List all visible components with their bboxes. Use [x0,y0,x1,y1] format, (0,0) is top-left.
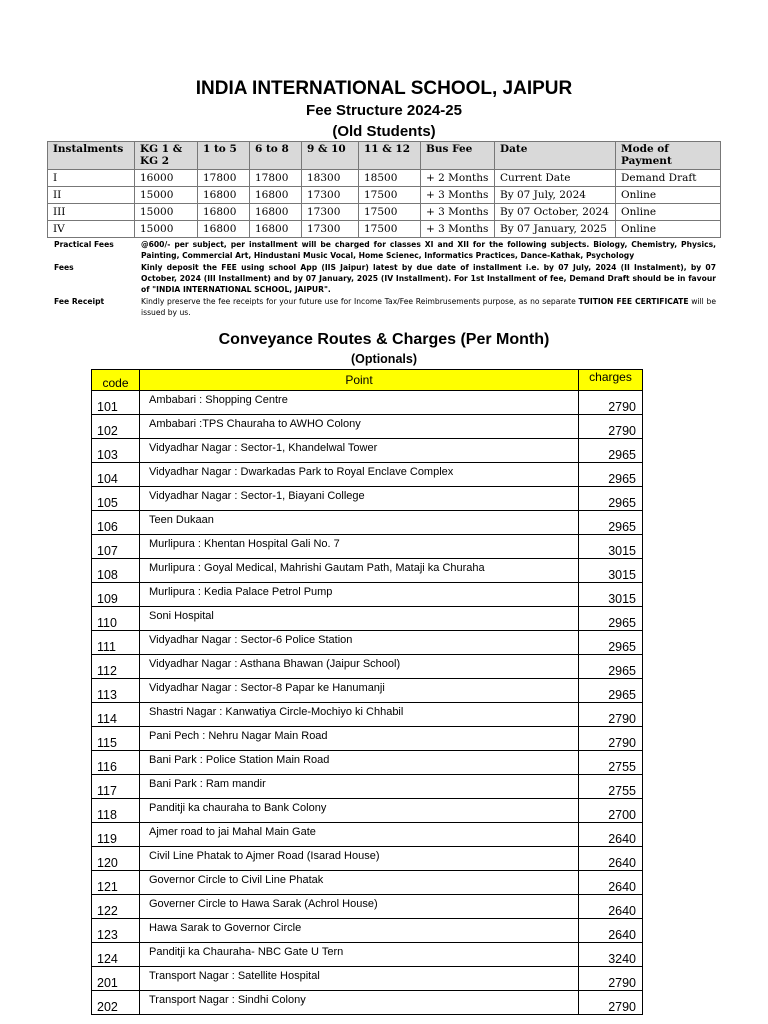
fee-cell: By 07 July, 2024 [495,187,616,204]
route-point: Governor Circle to Civil Line Phatak [140,871,579,895]
fee-cell: 17800 [250,170,302,187]
fee-cell: 16800 [250,221,302,238]
fee-structure-title: Fee Structure 2024-25 [306,102,462,119]
note-label: Practical Fees [54,240,114,249]
route-point: Transport Nagar : Satellite Hospital [140,967,579,991]
route-code: 106 [92,511,140,535]
fee-cell: IV [48,221,135,238]
route-charge: 2700 [579,799,643,823]
route-point: Murlipura : Goyal Medical, Mahrishi Gautam Path, Mataji ka Churaha [140,559,579,583]
route-code: 202 [92,991,140,1015]
fee-cell: Online [616,187,721,204]
fee-cell: 17300 [302,204,359,221]
fee-table-header [48,142,721,170]
route-code: 104 [92,463,140,487]
route-row [92,703,643,727]
route-row [92,895,643,919]
route-point: Vidyadhar Nagar : Sector-6 Police Station [140,631,579,655]
route-row [92,823,643,847]
route-row [92,967,643,991]
fee-cell: 15000 [135,204,198,221]
route-code: 201 [92,967,140,991]
route-point: Vidyadhar Nagar : Sector-1, Biayani College [140,487,579,511]
route-point: Panditji ka Chauraha- NBC Gate U Tern [140,943,579,967]
route-code: 111 [92,631,140,655]
fee-cell: 17500 [359,204,421,221]
header-point: Point [140,370,579,391]
route-code: 117 [92,775,140,799]
route-code: 101 [92,391,140,415]
fee-cell: + 3 Months [421,204,495,221]
route-code: 110 [92,607,140,631]
route-charge: 2640 [579,847,643,871]
note-text: @600/- per subject, per installment will be charged for classes XI and XII for the following subjects. Biology, Chemistry, Physics, Painting, Commercial Art, Hindustani Music Vocal, Home Scienec, Informatics Practices, Dance-Kathak, Psychology [141,240,716,260]
header-charges: charges [579,370,643,391]
route-charge: 3015 [579,559,643,583]
route-point: Hawa Sarak to Governor Circle [140,919,579,943]
fee-col-header: Mode of Payment [616,142,721,170]
route-charge: 3015 [579,535,643,559]
route-row [92,799,643,823]
route-code: 118 [92,799,140,823]
route-row [92,727,643,751]
route-point: Vidyadhar Nagar : Sector-8 Papar ke Hanumanji [140,679,579,703]
fee-cell: I [48,170,135,187]
route-row [92,463,643,487]
route-charge: 2790 [579,415,643,439]
route-code: 108 [92,559,140,583]
fee-row [48,170,721,187]
route-point: Ajmer road to jai Mahal Main Gate [140,823,579,847]
fee-col-header: Date [495,142,616,170]
route-charge: 2790 [579,391,643,415]
fee-cell: 17800 [198,170,250,187]
route-charge: 2965 [579,463,643,487]
fee-col-header: 9 & 10 [302,142,359,170]
route-charge: 2790 [579,703,643,727]
route-point: Bani Park : Ram mandir [140,775,579,799]
route-point: Ambabari :TPS Chauraha to AWHO Colony [140,415,579,439]
route-row [92,751,643,775]
route-row [92,583,643,607]
route-point: Murlipura : Kedia Palace Petrol Pump [140,583,579,607]
fee-col-header: 11 & 12 [359,142,421,170]
route-row [92,415,643,439]
fee-cell: 17500 [359,221,421,238]
note-practical [54,239,716,261]
fee-col-header: Bus Fee [421,142,495,170]
route-row [92,607,643,631]
route-row [92,631,643,655]
route-code: 124 [92,943,140,967]
fee-table-body [48,170,721,238]
route-code: 105 [92,487,140,511]
fee-cell: Online [616,204,721,221]
note-text-part: will be issued by us. [141,297,717,317]
fee-cell: 17300 [302,221,359,238]
route-row [92,943,643,967]
fee-notes [54,239,716,319]
route-row [92,919,643,943]
fee-cell: 16000 [135,170,198,187]
fee-row [48,221,721,238]
fee-cell: Current Date [495,170,616,187]
route-charge: 3240 [579,943,643,967]
fee-row [48,187,721,204]
routes-table [91,369,643,1015]
route-code: 113 [92,679,140,703]
fee-cell: II [48,187,135,204]
fee-cell: Online [616,221,721,238]
route-row [92,391,643,415]
fee-col-header: 1 to 5 [198,142,250,170]
route-point: Vidyadhar Nagar : Dwarkadas Park to Royal Enclave Complex [140,463,579,487]
route-row [92,535,643,559]
route-row [92,439,643,463]
conveyance-title: Conveyance Routes & Charges (Per Month) [218,331,550,348]
route-row [92,991,643,1015]
route-point: Shastri Nagar : Kanwatiya Circle-Mochiyo ki Chhabil [140,703,579,727]
route-row [92,511,643,535]
route-code: 112 [92,655,140,679]
route-charge: 2755 [579,775,643,799]
fee-cell: 17500 [359,187,421,204]
fee-cell: 16800 [250,187,302,204]
route-charge: 2965 [579,607,643,631]
fee-cell: 16800 [250,204,302,221]
route-charge: 2640 [579,871,643,895]
route-charge: 2965 [579,679,643,703]
route-code: 115 [92,727,140,751]
route-row [92,679,643,703]
route-charge: 3015 [579,583,643,607]
fee-cell: 16800 [198,204,250,221]
route-code: 116 [92,751,140,775]
fee-cell: 18500 [359,170,421,187]
route-row [92,487,643,511]
route-code: 114 [92,703,140,727]
fee-col-header: Instalments [48,142,135,170]
fee-cell: + 3 Months [421,221,495,238]
route-code: 103 [92,439,140,463]
fee-cell: By 07 October, 2024 [495,204,616,221]
route-row [92,775,643,799]
route-point: Pani Pech : Nehru Nagar Main Road [140,727,579,751]
note-receipt [54,296,716,318]
fee-cell: 15000 [135,221,198,238]
route-point: Ambabari : Shopping Centre [140,391,579,415]
route-point: Bani Park : Police Station Main Road [140,751,579,775]
route-code: 121 [92,871,140,895]
fee-cell: 18300 [302,170,359,187]
route-point: Murlipura : Khentan Hospital Gali No. 7 [140,535,579,559]
fee-cell: 16800 [198,221,250,238]
school-title: INDIA INTERNATIONAL SCHOOL, JAIPUR [195,78,573,99]
route-charge: 2755 [579,751,643,775]
route-point: Civil Line Phatak to Ajmer Road (Isarad House) [140,847,579,871]
routes-body [92,391,643,1015]
route-charge: 2640 [579,895,643,919]
route-charge: 2790 [579,967,643,991]
fee-col-header: 6 to 8 [250,142,302,170]
note-label: Fee Receipt [54,297,105,306]
conveyance-subtitle: (Optionals) [351,352,417,366]
note-text: Kinly deposit the FEE using school App (IIS Jaipur) latest by due date of installment i.e. by 07 July, 2024 (II Instalment), by 07 October, 2024 (III Installment) and by 07 January, 2025 (IV Installment). For 1st Installment of fee, Demand Draft should be in favour of "INDIA INTERNATIONAL SCHOOL, JAIPUR". [141,263,716,294]
fee-cell: 17300 [302,187,359,204]
route-point: Vidyadhar Nagar : Sector-1, Khandelwal Tower [140,439,579,463]
route-point: Soni Hospital [140,607,579,631]
note-text-part: Kindly preserve the fee receipts for your future use for Income Tax/Fee Reimbrusements purpose, as no separate [141,297,576,306]
route-code: 109 [92,583,140,607]
routes-header [92,370,643,391]
fee-row [48,204,721,221]
header-code: code [92,370,140,391]
route-charge: 2640 [579,919,643,943]
route-charge: 2640 [579,823,643,847]
route-charge: 2790 [579,991,643,1015]
route-charge: 2965 [579,511,643,535]
route-charge: 2965 [579,655,643,679]
route-point: Teen Dukaan [140,511,579,535]
fee-cell: 16800 [198,187,250,204]
fee-cell: + 2 Months [421,170,495,187]
route-row [92,847,643,871]
fee-table [47,141,721,238]
route-row [92,559,643,583]
route-code: 102 [92,415,140,439]
route-code: 119 [92,823,140,847]
fee-cell: + 3 Months [421,187,495,204]
route-charge: 2965 [579,487,643,511]
route-point: Governer Circle to Hawa Sarak (Achrol House) [140,895,579,919]
route-point: Transport Nagar : Sindhi Colony [140,991,579,1015]
route-charge: 2965 [579,631,643,655]
fee-cell: By 07 January, 2025 [495,221,616,238]
route-point: Panditji ka chauraha to Bank Colony [140,799,579,823]
note-fees [54,262,716,295]
note-text-bold: TUITION FEE CERTIFICATE [578,297,689,306]
fee-structure-subtitle: (Old Students) [332,123,436,140]
note-label: Fees [54,263,74,272]
route-code: 120 [92,847,140,871]
route-row [92,871,643,895]
route-row [92,655,643,679]
fee-col-header: KG 1 & KG 2 [135,142,198,170]
fee-cell: 15000 [135,187,198,204]
note-text [141,296,716,318]
fee-cell: Demand Draft [616,170,721,187]
route-charge: 2965 [579,439,643,463]
fee-cell: III [48,204,135,221]
route-code: 122 [92,895,140,919]
route-charge: 2790 [579,727,643,751]
route-code: 123 [92,919,140,943]
route-code: 107 [92,535,140,559]
route-point: Vidyadhar Nagar : Asthana Bhawan (Jaipur School) [140,655,579,679]
